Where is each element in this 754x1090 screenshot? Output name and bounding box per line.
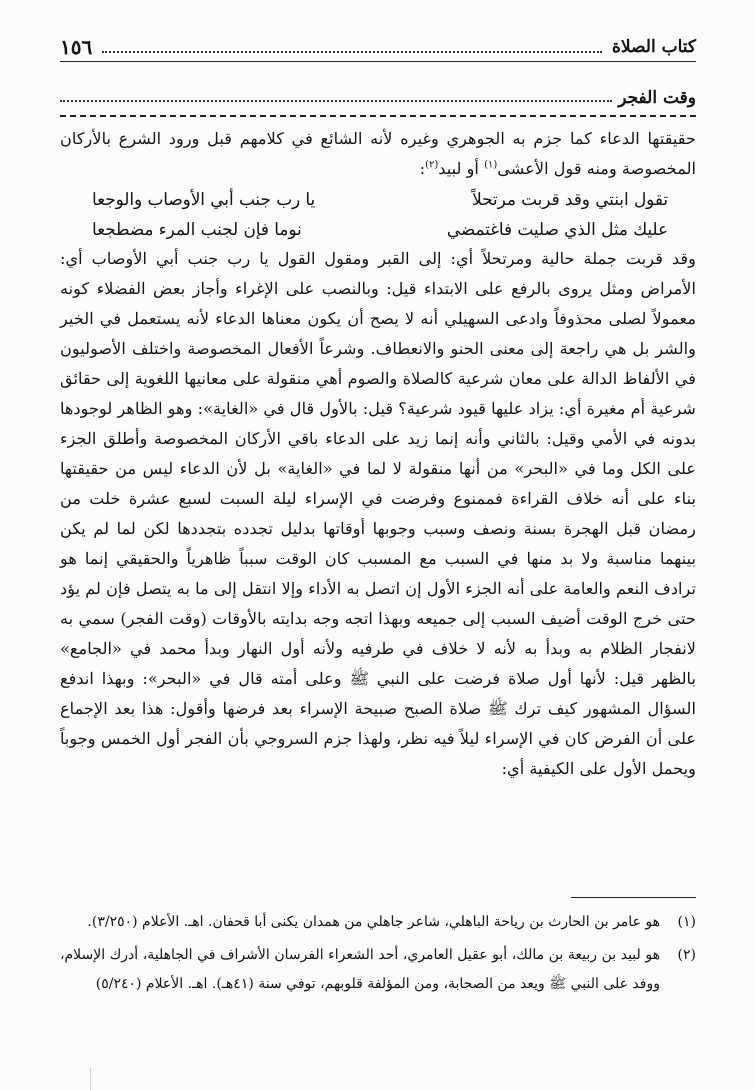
footnotes — [60, 908, 696, 999]
intro-text-2: أو لبيد — [438, 159, 479, 178]
footnote-2-number: (٢) — [677, 947, 696, 963]
footnote-ref-1[interactable]: (١) — [484, 159, 498, 171]
header-rule — [60, 61, 696, 62]
verse-line-1 — [60, 184, 696, 214]
intro-text: حقيقتها الدعاء كما جزم به الجوهري وغيره لأنه الشائع في كلامهم قبل ورود الشرع بالأركان المخصوصة ومنه قول الأعشى — [60, 129, 696, 178]
footnote-1 — [60, 908, 696, 937]
matn-leader-dots — [60, 100, 612, 102]
intro-colon: : — [419, 159, 426, 178]
commentary-paragraph: وقد قربت جملة حالية ومرتحلاً أي: إلى القبر ومقول القول يا رب جنب أبي الأوصاب أي: الأمراض ومثل يروى بالرفع على الابتداء قيل: وبالنصب على الإغراء وأجاز بعض الفضلاء كونه معمولاً لصلى محذوفاً وادعى السهيلي أنه لا يصح أن يكون معناها الدعاء لأنه يستعمل في الخير والشر بل هي راجعة إلى معنى الحنو والانعطاف. وشرعاً الأفعال المخصوصة واختلف الأصوليون في الألفاظ الدالة على معان شرعية كالصلاة والصوم أهي منقولة على معانيها اللغوية إلى حقائق شرعية أم مغيرة أي: يزاد عليها قيود شرعية؟ قيل: بالأول قال في «الغاية»: وهو الظاهر لوجودها بدونه في الأمي وقيل: بالثاني وأنه إنما زيد على الدعاء باقي الأركان المخصوصة وأطلق الجزء على الكل وما في «البحر» من أنها منقولة لا لما في «الغاية» بل لأن الدعاء ليس من حقيقتها بناء على أنه خلاف القراءة فممنوع وفرضت في الإسراء ليلة السبت لسبع عشرة خلت من رمضان قبل الهجرة بسنة ونصف وسبب وجوبها أوقاتها بدليل تجدده بتجددها لكن لما لم يكن بينهما مناسبة ولا بد منها في السبب مع المسبب كان الوقت سبباً ظاهرياً والحقيقي إنما هو ترادف النعم والعامة على أنه الجزء الأول إن اتصل به الأداء وإلا انتقل إلى ما به يتصل فإن لم يؤد حتى خرج الوقت أضيف السبب إلى جميعه وبهذا اتجه وجه بدايته بالأوقات (وقت الفجر) سمي به لانفجار الظلام به وبدأ به لأنه لا خلاف في طرفيه ولأنه أول النهار وبدأ محمد في «الجامع» بالظهر قيل: لأنها أول صلاة فرضت على النبي ﷺ وعلى أمته قال في «البحر»: وبهذا اندفع السؤال المشهور كيف ترك ﷺ صلاة الصبح صبيحة الإسراء بعد فرضها وأقول: هذا بعد الإجماع على أن الفرض كان في الإسراء ليلاً فيه نظر، ولهذا جزم السروجي بأن الفجر أول الخمس وجوباً ويحمل الأول على الكيفية أي: — [60, 249, 696, 778]
footnote-1-text: هو عامر بن الحارث بن رياحة الباهلي، شاعر جاهلي من همدان يكنى أبا قحفان. اهـ. الأعلام (٣/٢٥٠). — [87, 914, 660, 930]
verse-1-left: يا رب جنب أبي الأوصاب والوجعا — [92, 189, 316, 209]
verse-2-left: نوما فإن لجنب المرء مضطجعا — [92, 219, 302, 239]
intro-paragraph — [60, 124, 696, 184]
verse-2-right: عليك مثل الذي صليت فاغتمضي — [446, 219, 668, 239]
verse-line-2 — [60, 214, 696, 244]
verse-1-right: تقول ابنتي وقد قربت مرتحلاً — [472, 189, 668, 209]
footnote-ref-2[interactable]: (٢) — [425, 159, 439, 171]
matn-dashed-rule — [60, 115, 696, 117]
running-header — [60, 34, 696, 60]
scan-artifact — [90, 1068, 92, 1090]
footnote-separator — [571, 897, 696, 898]
footnote-2 — [60, 941, 696, 999]
commentary-body — [60, 124, 696, 784]
matn-heading — [60, 80, 696, 108]
footnote-2-text: هو لبيد بن ربيعة بن مالك، أبو عقيل العامري، أحد الشعراء الفرسان الأشراف في الجاهلية، أدرك الإسلام، ووفد على النبي ﷺ ويعد من الصحابة، ومن المؤلفة قلوبهم، توفي سنة (٤١هـ). اهـ. الأعلام (٥/٢٤٠) — [60, 947, 660, 992]
page-number: ١٥٦ — [60, 35, 93, 59]
matn-text: وقت الفجر — [618, 88, 696, 108]
footnote-1-number: (١) — [677, 914, 696, 930]
header-leader-dots — [102, 51, 602, 53]
book-title: كتاب الصلاة — [611, 37, 696, 57]
